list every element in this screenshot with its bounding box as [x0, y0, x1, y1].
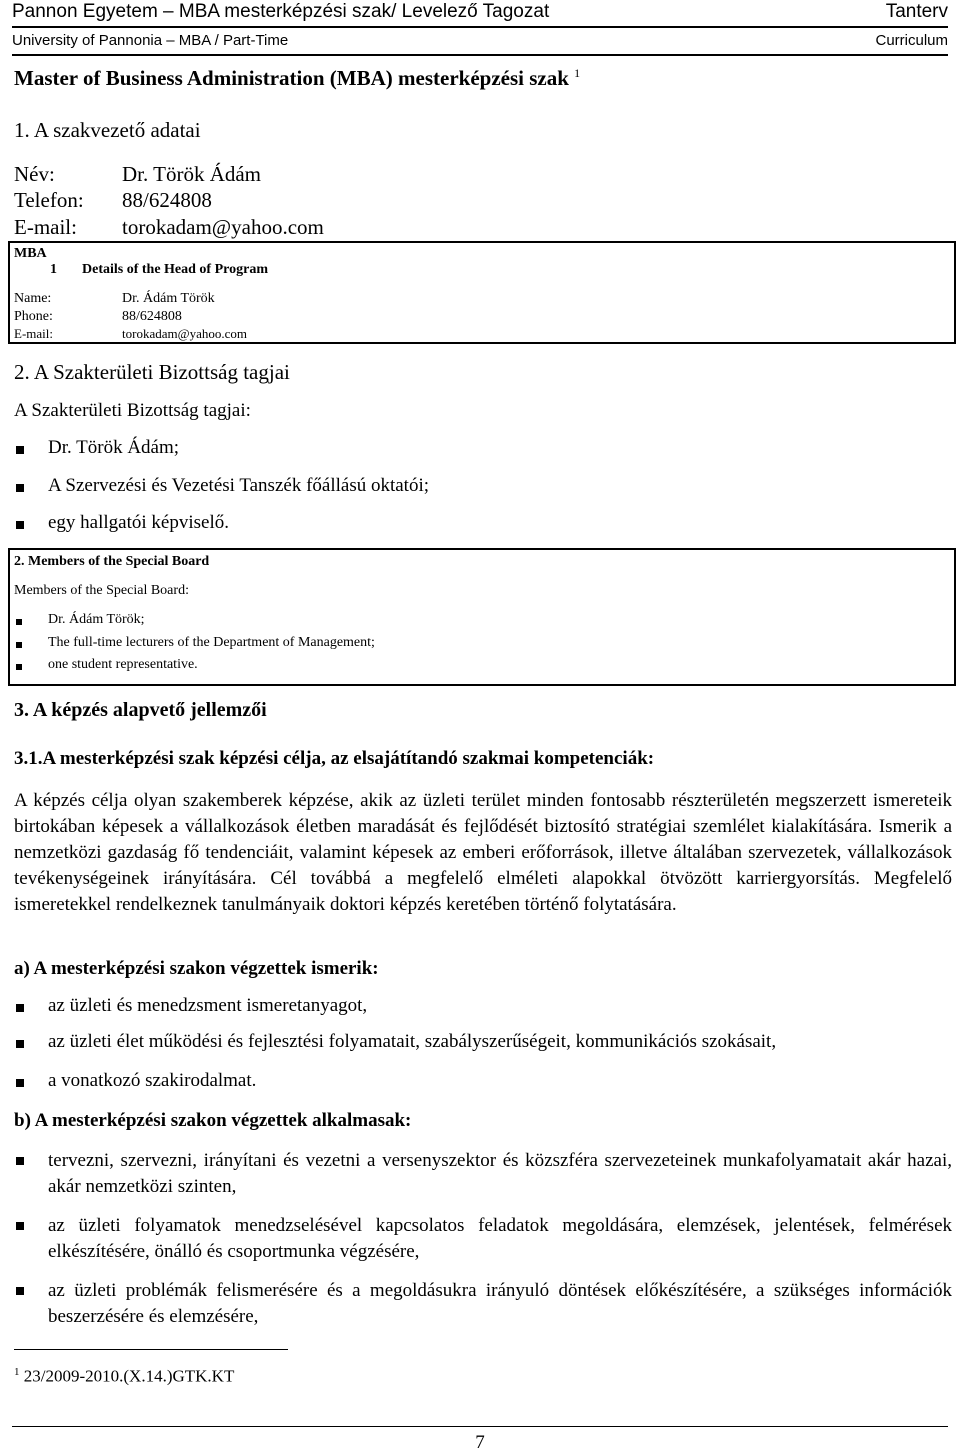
- a-heading: a) A mesterképzési szakon végzettek ismerik:: [14, 958, 379, 979]
- page-number: 7: [475, 1432, 485, 1453]
- bullet-icon: [16, 521, 24, 529]
- box1-phone-label: Phone:: [14, 309, 53, 324]
- bullet-icon: [16, 642, 22, 648]
- box1-name-label: Name:: [14, 291, 52, 306]
- footnote-mark: 1: [14, 1366, 20, 1378]
- bullet-icon: [16, 619, 22, 625]
- box2-intro: Members of the Special Board:: [14, 583, 189, 598]
- bullet-icon: [16, 1222, 24, 1230]
- b-heading: b) A mesterképzési szakon végzettek alkalmasak:: [14, 1110, 412, 1131]
- section-2-intro: A Szakterületi Bizottság tagjai:: [14, 400, 251, 421]
- bullet-icon: [16, 1040, 24, 1048]
- document-title: Master of Business Administration (MBA) mesterképzési szak $^1$: [14, 66, 581, 90]
- box2-item-3: one student representative.: [48, 657, 198, 672]
- b-item-2: az üzleti folyamatok menedzselésével kapcsolatos feladatok megoldására, elemzések, jelentések, felmérések elkészítésére, önálló és csoportmunka végzésére,: [48, 1215, 952, 1262]
- a-item-2: az üzleti élet működési és fejlesztési folyamatait, szabályszerűségeit, kommunikációs szokásait,: [48, 1031, 777, 1052]
- phone-value: 88/624808: [122, 188, 212, 212]
- english-board-box: [8, 548, 956, 686]
- bullet-icon: [16, 664, 22, 670]
- english-head-box: [8, 241, 956, 344]
- name-value: Dr. Török Ádám: [122, 162, 262, 186]
- header-right-2: Curriculum: [875, 32, 948, 49]
- section-3-1-heading: 3.1.A mesterképzési szak képzési célja, az elsajátítandó szakmai kompetenciák:: [14, 748, 655, 769]
- bullet-icon: [16, 484, 24, 492]
- running-header: [12, 0, 948, 26]
- section-1-heading: 1. A szakvezető adatai: [14, 118, 201, 142]
- box1-name: Dr. Ádám Török: [122, 291, 215, 306]
- bullet-icon: [16, 446, 24, 454]
- bullet-icon: [16, 1287, 24, 1295]
- b-item-3: az üzleti problémák felismerésére és a megoldásukra irányuló döntések előkészítésére, a szükséges információk beszerzésére és elemzésére,: [48, 1280, 952, 1327]
- header-right-1: Tanterv: [885, 1, 948, 22]
- footnote-text: 23/2009-2010.(X.14.)GTK.KT: [23, 1366, 235, 1386]
- footer-rule: [12, 1426, 948, 1427]
- a-item-3: a vonatkozó szakirodalmat.: [48, 1070, 257, 1091]
- box2-item-2: The full-time lecturers of the Department of Management;: [48, 635, 375, 650]
- goal-paragraph: A képzés célja olyan szakemberek képzése, akik az üzleti terület minden fontosabb részterületén megszerzett ismereteik birtokában képesek a vállalkozások életben maradását és fejlődését biztosító stratégiai szemlélet kialakítására. Ismerik a nemzetközi gazdaság fő tendenciáit, valamint képesek az emberi erőforrások, illetve általában szervezetek, vállalkozások tevékenységeinek irányítására. Cél továbbá a megfelelő elméleti alapokkal ötvözött karriergyorsítás. Megfelelő ismeretekkel rendelkeznek tanulmányaik doktori képzés keretében történő folytatására.: [14, 790, 952, 915]
- footnote: [14, 1366, 234, 1387]
- box2-item-1: Dr. Ádám Török;: [48, 612, 145, 627]
- bullet-icon: [16, 1079, 24, 1087]
- box1-email-label: E-mail:: [14, 326, 53, 341]
- bullet-icon: [16, 1004, 24, 1012]
- section-2-heading: 2. A Szakterületi Bizottság tagjai: [14, 360, 290, 384]
- box1-num: 1: [50, 262, 57, 277]
- header-rule-2: [12, 54, 948, 56]
- email-value: torokadam@yahoo.com: [122, 215, 324, 239]
- footnote-rule: [14, 1349, 288, 1350]
- header-left-1: Pannon Egyetem – MBA mesterképzési szak/ Levelező Tagozat: [12, 1, 550, 22]
- bullet-icon: [16, 1157, 24, 1165]
- box2-heading: 2. Members of the Special Board: [14, 554, 210, 569]
- box1-heading: Details of the Head of Program: [82, 262, 268, 277]
- board-member-1: Dr. Török Ádám;: [48, 437, 180, 458]
- header-rule: [12, 26, 948, 28]
- a-item-1: az üzleti és menedzsment ismeretanyagot,: [48, 995, 368, 1016]
- board-member-3: egy hallgatói képviselő.: [48, 512, 229, 533]
- board-member-2: A Szervezési és Vezetési Tanszék főállású oktatói;: [48, 475, 430, 496]
- section-3-heading: 3. A képzés alapvető jellemzői: [14, 699, 267, 721]
- box1-mba: MBA: [14, 246, 47, 261]
- box1-email: torokadam@yahoo.com: [122, 326, 247, 341]
- b-item-1: tervezni, szervezni, irányítani és vezetni a versenyszektor és közszféra szervezeteinek munkafolyamatait akár hazai, akár nemzetközi szinten,: [48, 1150, 952, 1197]
- phone-label: Telefon:: [14, 188, 84, 212]
- header-left-2: University of Pannonia – MBA / Part-Time: [12, 32, 289, 49]
- email-label: E-mail:: [14, 215, 77, 239]
- title-footnote-mark: 1: [574, 66, 581, 80]
- box1-phone: 88/624808: [122, 309, 182, 324]
- running-subheader: [12, 30, 948, 52]
- name-label: Név:: [14, 162, 55, 186]
